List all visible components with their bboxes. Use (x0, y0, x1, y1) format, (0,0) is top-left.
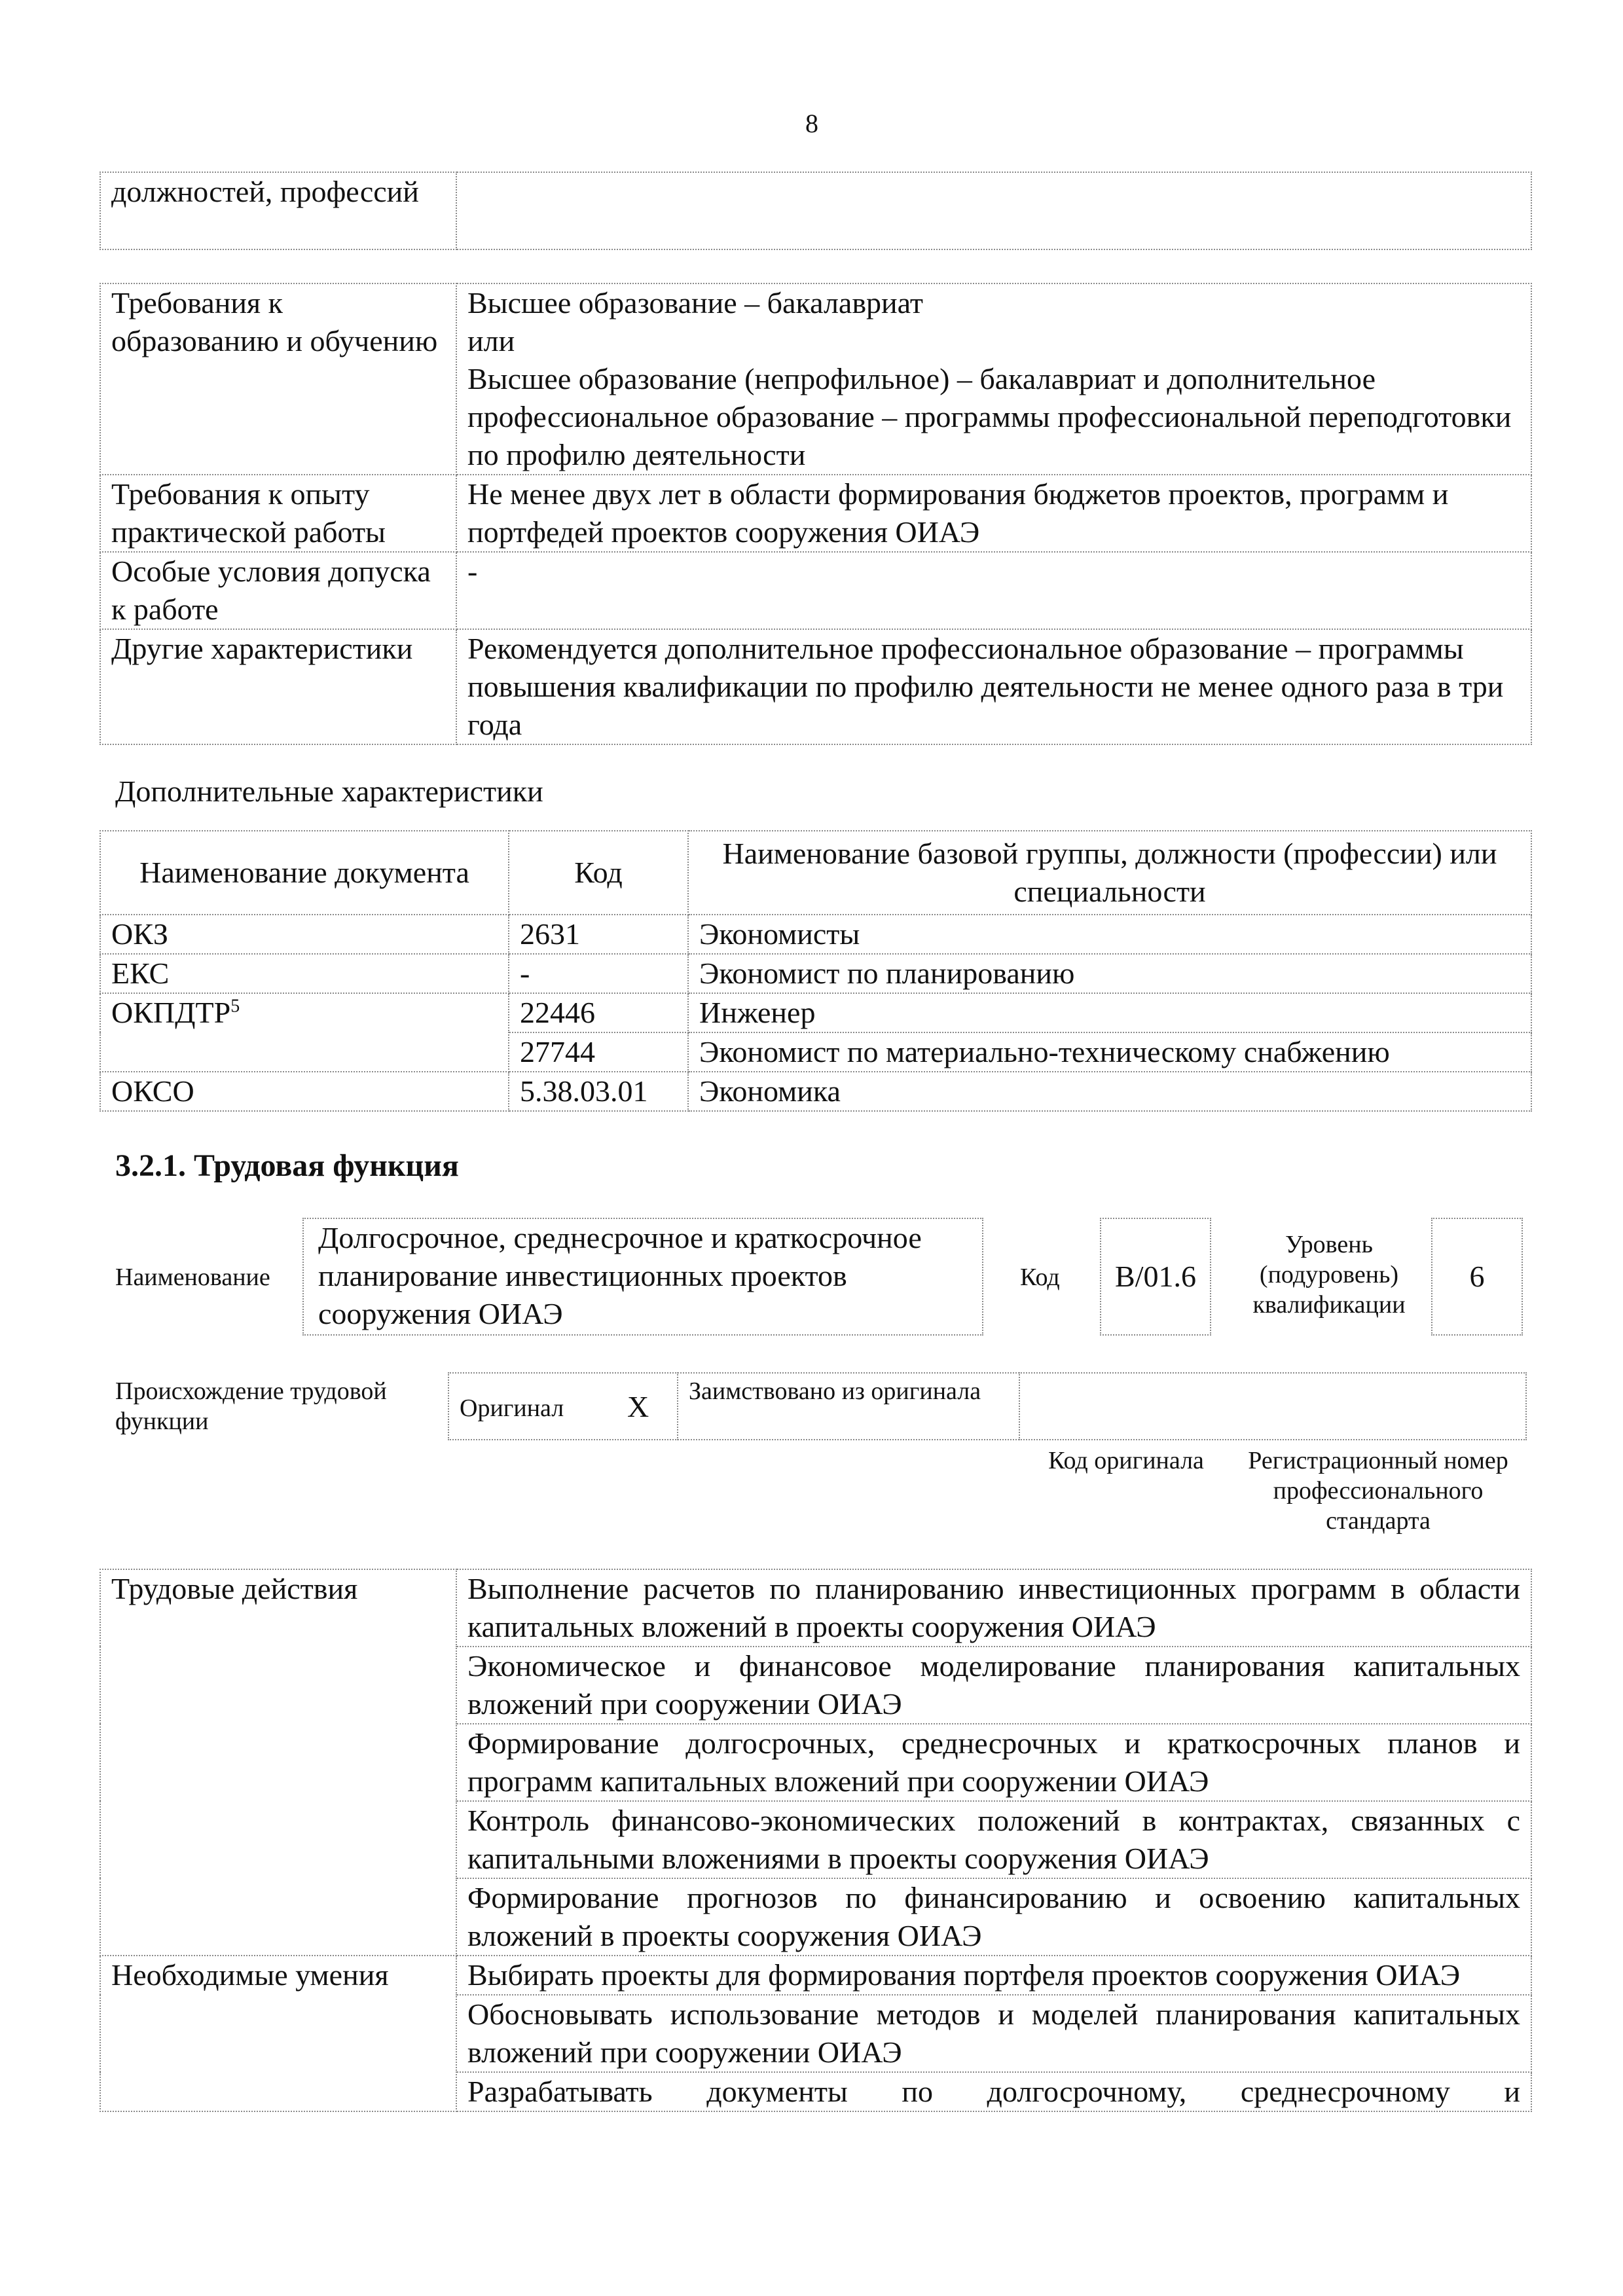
cell-code: 5.38.03.01 (509, 1072, 688, 1111)
row-value (456, 172, 1531, 249)
divider (677, 1372, 680, 1440)
row-label: Требования к образованию и обучению (100, 283, 456, 475)
cell-code: 2631 (509, 915, 688, 954)
col-header-code: Код (509, 831, 688, 915)
footnote-mark: 5 (230, 996, 240, 1017)
labor-table (100, 1569, 1532, 2112)
name-label: Наименование (115, 1264, 270, 1291)
row-label: Требования к опыту практической работы (100, 475, 456, 552)
value-line: Высшее образование – бакалавриат (467, 286, 923, 319)
col-header-name: Наименование базовой группы, должности (профессии) или специальности (688, 831, 1531, 915)
additional-title: Дополнительные характеристики (115, 774, 543, 808)
borrowed-label: Заимствовано из оригинала (689, 1377, 981, 1405)
table-row (100, 283, 1531, 475)
function-name: Долгосрочное, среднесрочное и краткосрочное планирование инвестиционных проектов сооружения ОИАЭ (318, 1221, 922, 1330)
requirements-table (100, 283, 1532, 745)
additional-table (100, 830, 1532, 1112)
table-row (100, 954, 1531, 993)
row-value: Не менее двух лет в области формирования бюджетов проектов, программ и портфедей проектов сооружения ОИАЭ (456, 475, 1531, 552)
table-row (100, 1569, 1531, 1647)
table-row (100, 993, 1531, 1032)
skill-item: Выбирать проекты для формирования портфеля проектов сооружения ОИАЭ (456, 1956, 1531, 1995)
cell-doc: ОКСО (100, 1072, 509, 1111)
level-label: Уровень (подуровень) квалификации (1252, 1231, 1406, 1319)
skill-item: Обосновывать использование методов и моделей планирования капитальных вложений при сооружении ОИАЭ (456, 1995, 1531, 2072)
col-header-doc: Наименование документа (100, 831, 509, 915)
origin-label: Происхождение трудовой функции (115, 1377, 387, 1435)
action-item: Формирование долгосрочных, среднесрочных и краткосрочных планов и программ капитальных вложений при сооружении ОИАЭ (456, 1724, 1531, 1801)
action-item: Выполнение расчетов по планированию инвестиционных программ в области капитальных вложений в проекты сооружения ОИАЭ (456, 1569, 1531, 1647)
cell-doc: ОКЗ (100, 915, 509, 954)
row-label: должностей, профессий (100, 172, 456, 249)
cell-name: Инженер (688, 993, 1531, 1032)
code-box (1100, 1218, 1211, 1336)
table-row (100, 915, 1531, 954)
cell-doc (100, 993, 509, 1072)
page-number: 8 (805, 109, 818, 138)
table-continuation (100, 172, 1532, 250)
cell-name: Экономист по материально-техническому снабжению (688, 1032, 1531, 1072)
cell-name: Экономист по планированию (688, 954, 1531, 993)
cell-code: 27744 (509, 1032, 688, 1072)
original-mark: X (627, 1390, 649, 1423)
value-line: или (467, 324, 515, 357)
action-item: Экономическое и финансовое моделирование планирования капитальных вложений при сооружении ОИАЭ (456, 1647, 1531, 1724)
section-title: 3.2.1. Трудовая функция (115, 1148, 459, 1183)
code-label: Код (1020, 1264, 1060, 1291)
skill-item: Разрабатывать документы по долгосрочному, среднесрочному и (456, 2072, 1531, 2111)
doc-text: ОКПДТР (111, 996, 231, 1029)
action-item: Формирование прогнозов по финансированию и освоению капитальных вложений в проекты сооружения ОИАЭ (456, 1878, 1531, 1956)
row-label: Другие характеристики (100, 629, 456, 744)
cell-code: 22446 (509, 993, 688, 1032)
action-item: Контроль финансово-экономических положений в контрактах, связанных с капитальными вложениями в проекты сооружения ОИАЭ (456, 1801, 1531, 1878)
row-label: Трудовые действия (100, 1569, 456, 1956)
divider (1019, 1372, 1021, 1440)
reg-number-label: Регистрационный номер профессионального стандарта (1248, 1447, 1508, 1535)
row-value: - (456, 552, 1531, 629)
table-row (100, 1072, 1531, 1111)
code-value: B/01.6 (1115, 1260, 1196, 1293)
row-value: Рекомендуется дополнительное профессиональное образование – программы повышения квалификации по профилю деятельности не менее одного раза в три года (456, 629, 1531, 744)
table-row (100, 629, 1531, 744)
function-name-box (302, 1218, 983, 1336)
table-row (100, 475, 1531, 552)
row-label: Необходимые умения (100, 1956, 456, 2111)
cell-code: - (509, 954, 688, 993)
value-line: Высшее образование (непрофильное) – бакалавриат и дополнительное профессиональное образование – программы профессиональной переподготовки по профилю деятельности (467, 362, 1512, 471)
original-label: Оригинал (460, 1394, 564, 1422)
row-value (456, 283, 1531, 475)
cell-doc: ЕКС (100, 954, 509, 993)
cell-name: Экономика (688, 1072, 1531, 1111)
orig-code-label: Код оригинала (1048, 1447, 1204, 1474)
header-row (100, 831, 1531, 915)
cell-name: Экономисты (688, 915, 1531, 954)
table-row (100, 552, 1531, 629)
table-row (100, 1956, 1531, 1995)
row-label: Особые условия допуска к работе (100, 552, 456, 629)
level-box (1431, 1218, 1523, 1336)
level-value: 6 (1469, 1260, 1485, 1293)
